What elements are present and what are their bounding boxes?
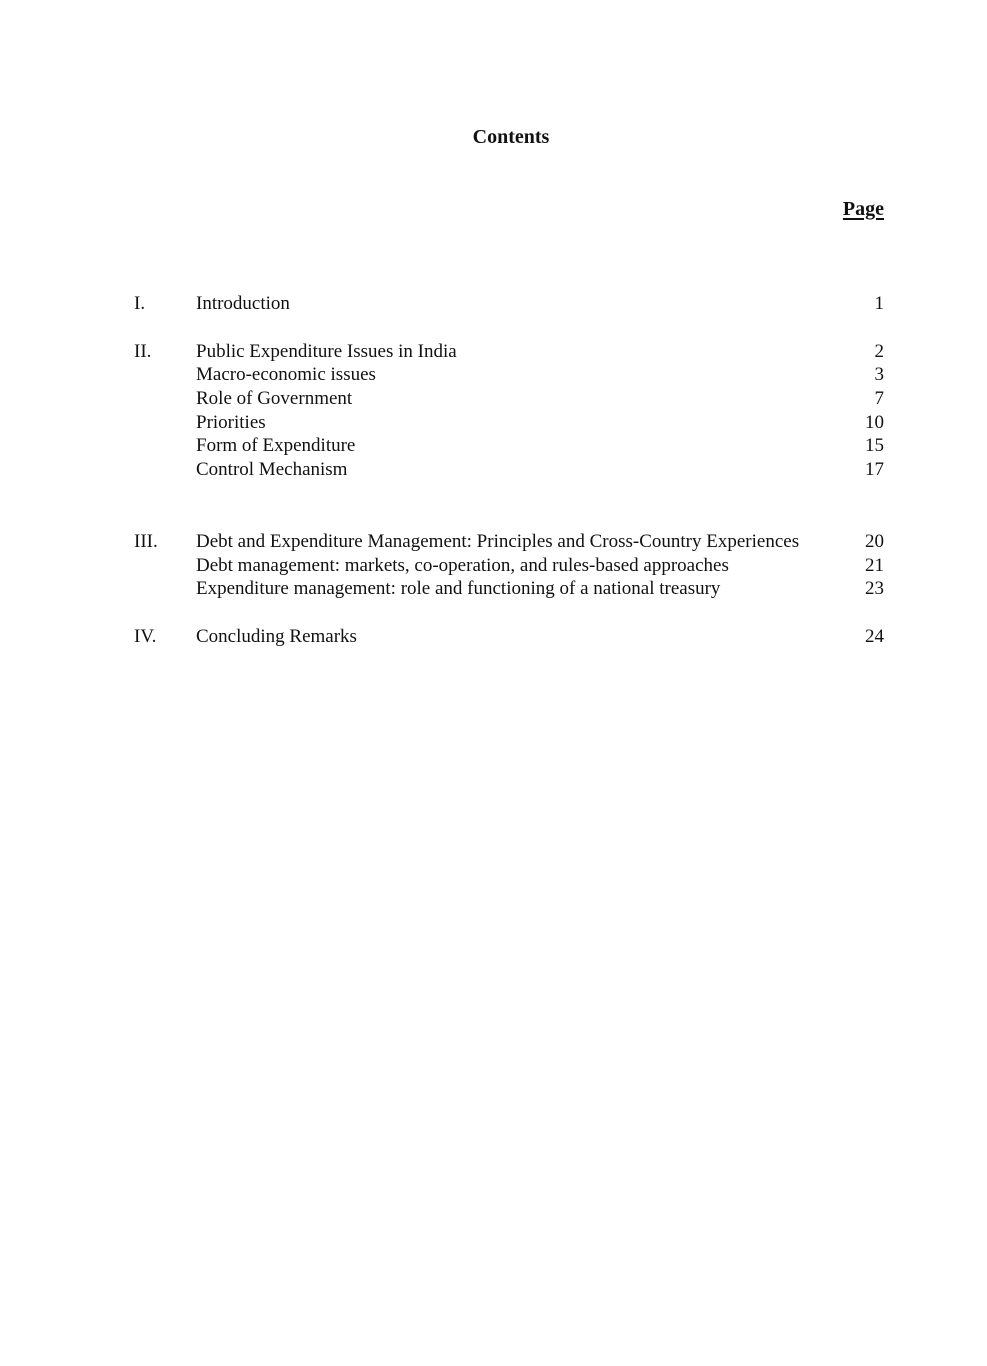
toc-subentry[interactable] (0, 411, 987, 435)
entry-page-number: 21 (865, 554, 884, 576)
entry-label: Debt management: markets, co-operation, and rules-based approaches (196, 554, 729, 576)
entry-label: Introduction (196, 293, 290, 314)
section-numeral: I. (134, 293, 146, 314)
section-numeral: IV. (134, 625, 157, 647)
toc-entry[interactable] (0, 625, 987, 649)
toc-section-1 (0, 292, 987, 316)
toc-subentry[interactable] (0, 363, 987, 387)
entry-label: Debt and Expenditure Management: Principles and Cross-Country Experiences (196, 530, 800, 552)
entry-label: Role of Government (196, 388, 353, 410)
entry-label: Expenditure management: role and functioning of a national treasury (196, 578, 721, 600)
toc-section-3 (0, 530, 987, 601)
entry-page-number: 1 (874, 293, 884, 314)
entry-label: Macro-economic issues (196, 364, 376, 386)
entry-page-number: 24 (865, 625, 884, 647)
entry-label: Public Expenditure Issues in India (196, 340, 457, 362)
page-column-heading: Page (842, 198, 884, 220)
toc-section-2 (0, 340, 987, 482)
table-of-contents (0, 292, 987, 649)
entry-label: Concluding Remarks (196, 625, 357, 647)
toc-entry[interactable] (0, 340, 987, 364)
entry-label: Control Mechanism (196, 459, 348, 481)
toc-subentry[interactable] (0, 387, 987, 411)
entry-page-number: 20 (865, 530, 884, 552)
entry-page-number: 15 (865, 435, 884, 457)
entry-page-number: 2 (874, 340, 884, 362)
entry-page-number: 7 (874, 388, 884, 410)
toc-subentry[interactable] (0, 458, 987, 482)
toc-subentry[interactable] (0, 577, 987, 601)
section-numeral: II. (134, 340, 152, 362)
entry-page-number: 3 (874, 364, 884, 386)
entry-page-number: 17 (865, 459, 884, 481)
toc-section-4 (0, 625, 987, 649)
toc-entry[interactable] (0, 292, 987, 316)
entry-label: Form of Expenditure (196, 435, 356, 457)
toc-subentry[interactable] (0, 554, 987, 578)
entry-page-number: 10 (865, 411, 884, 433)
toc-entry[interactable] (0, 530, 987, 554)
section-numeral: III. (134, 530, 158, 552)
page-title: Contents (472, 126, 550, 148)
entry-label: Priorities (196, 411, 266, 433)
toc-subentry[interactable] (0, 434, 987, 458)
entry-page-number: 23 (865, 578, 884, 600)
